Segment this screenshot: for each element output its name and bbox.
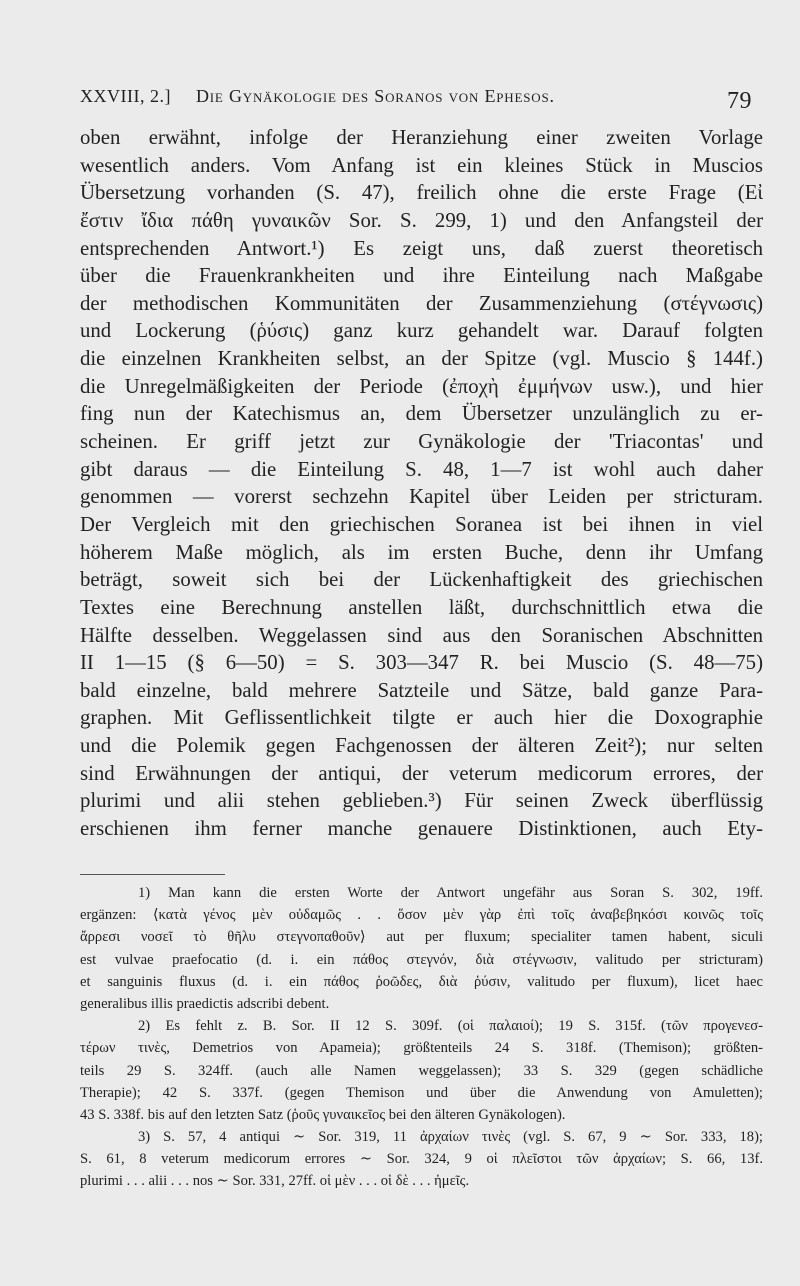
footnote-line: ἄρρεσι νοσεῖ τὸ θῆλυ στεγνοπαθοῦν⟩ aut per fluxum; specialiter tamen habent, siculi: [80, 929, 763, 946]
section-reference: XXVIII, 2.]: [80, 86, 171, 106]
footnote-line: est vulvae praefocatio (d. i. ein πάθος στεγνόν, διὰ στέγνωσιν, valitudo per stricturam): [80, 951, 763, 968]
footnote-line: 1) Man kann die ersten Worte der Antwort ungefähr aus Soran S. 302, 19ff.: [138, 885, 763, 901]
body-line: bald einzelne, bald mehrere Satzteile und Sätze, bald ganze Para-: [80, 678, 763, 702]
body-line: plurimi und alii stehen geblieben.³) Für seinen Zweck überflüssig: [80, 789, 763, 813]
body-line: die Unregelmäßigkeiten der Periode (ἐποχὴ ἐμμήνων usw.), und hier: [80, 374, 763, 398]
page-number: 79: [727, 88, 752, 114]
body-line: genommen — vorerst sechzehn Kapitel über Leiden per stricturam.: [80, 485, 763, 509]
body-line: entsprechenden Antwort.¹) Es zeigt uns, daß zuerst theoretisch: [80, 236, 763, 260]
footnote-line: et sanguinis fluxus (d. i. ein πάθος ῥοῶδες, διὰ ῥύσιν, valitudo per fluxum), licet haec: [80, 973, 763, 990]
body-line: gibt daraus — die Einteilung S. 48, 1—7 ist wohl auch daher: [80, 457, 763, 481]
body-line: der methodischen Kommunitäten der Zusammenziehung (στέγνωσις): [80, 291, 763, 315]
body-line: und die Polemik gegen Fachgenossen der älteren Zeit²); nur selten: [80, 734, 763, 758]
body-line: sind Erwähnungen der antiqui, der veterum medicorum errores, der: [80, 761, 763, 785]
footnote-line: teils 29 S. 324ff. (auch alle Namen weggelassen); 33 S. 329 (gegen schädliche: [80, 1062, 763, 1079]
body-line: II 1—15 (§ 6—50) = S. 303—347 R. bei Muscio (S. 48—75): [80, 651, 763, 675]
footnote-line: Therapie); 42 S. 337f. (gegen Themison und über die Anwendung von Amuletten);: [80, 1084, 763, 1101]
body-line: beträgt, soweit sich bei der Lückenhaftigkeit des griechischen: [80, 568, 763, 592]
body-line: wesentlich anders. Vom Anfang ist ein kleines Stück in Muscios: [80, 153, 763, 177]
body-line: die einzelnen Krankheiten selbst, an der Spitze (vgl. Muscio § 144f.): [80, 347, 763, 371]
body-line: Hälfte desselben. Weggelassen sind aus den Soranischen Abschnitten: [80, 623, 763, 647]
footnote-line: ergänzen: ⟨κατὰ γένος μὲν οὐδαμῶς . . ὅσον μὲν γὰρ ἐπὶ τοῖς ἀναβεβηκόσι κοινῶς τοῖς: [80, 907, 763, 924]
body-line: Textes eine Berechnung anstellen läßt, durchschnittlich etwa die: [80, 595, 763, 619]
body-line: ἔστιν ἴδια πάθη γυναικῶν Sor. S. 299, 1) und den Anfangsteil der: [80, 208, 763, 232]
running-header: [80, 86, 752, 114]
body-line: und Lockerung (ῥύσις) ganz kurz gehandelt war. Darauf folgten: [80, 319, 763, 343]
footnote-line: 2) Es fehlt z. B. Sor. II 12 S. 309f. (οἱ παλαιοί); 19 S. 315f. (τῶν προγενεσ-: [138, 1018, 763, 1035]
footnote-line: S. 61, 8 veterum medicorum errores ∼ Sor. 324, 9 οἱ πλεῖστοι τῶν ἀρχαίων; S. 66, 13f.: [80, 1151, 763, 1168]
footnote-line: generalibus illis praedictis adscribi debent.: [80, 995, 330, 1012]
footnote-line: 3) S. 57, 4 antiqui ∼ Sor. 319, 11 ἀρχαίων τινὲς (vgl. S. 67, 9 ∼ Sor. 333, 18);: [138, 1129, 763, 1146]
footnote-line: plurimi . . . alii . . . nos ∼ Sor. 331, 27ff. οἱ μὲν . . . οἱ δὲ . . . ἡμεῖς.: [80, 1173, 470, 1190]
body-text: [80, 124, 763, 843]
body-line: höherem Maße möglich, als im ersten Buche, denn ihr Umfang: [80, 540, 763, 564]
footnote-separator: [80, 874, 225, 875]
body-line: fing nun der Katechismus an, dem Übersetzer unzulänglich zu er-: [80, 402, 763, 426]
footnotes: [80, 882, 763, 1193]
body-line: oben erwähnt, infolge der Heranziehung einer zweiten Vorlage: [80, 126, 763, 149]
footnote-line: 43 S. 338f. bis auf den letzten Satz (ῥοῦς γυναικεῖος bei den älteren Gynäkologen).: [80, 1106, 566, 1123]
running-title: Die Gynäkologie des Soranos von Ephesos.: [196, 86, 555, 106]
body-line: scheinen. Er griff jetzt zur Gynäkologie der 'Triacontas' und: [80, 430, 763, 454]
footnote-line: τέρων τινὲς, Demetrios von Apameia); größtenteils 24 S. 318f. (Themison); größten-: [80, 1040, 763, 1057]
body-line: Der Vergleich mit den griechischen Soranea ist bei ihnen in viel: [80, 512, 763, 536]
body-line: erschienen ihm ferner manche genauere Distinktionen, auch Ety-: [80, 817, 763, 841]
body-line: graphen. Mit Geflissentlichkeit tilgte er auch hier die Doxographie: [80, 706, 763, 730]
body-line: Übersetzung vorhanden (S. 47), freilich ohne die erste Frage (Εἰ: [80, 181, 763, 205]
body-line: über die Frauenkrankheiten und ihre Einteilung nach Maßgabe: [80, 264, 763, 288]
